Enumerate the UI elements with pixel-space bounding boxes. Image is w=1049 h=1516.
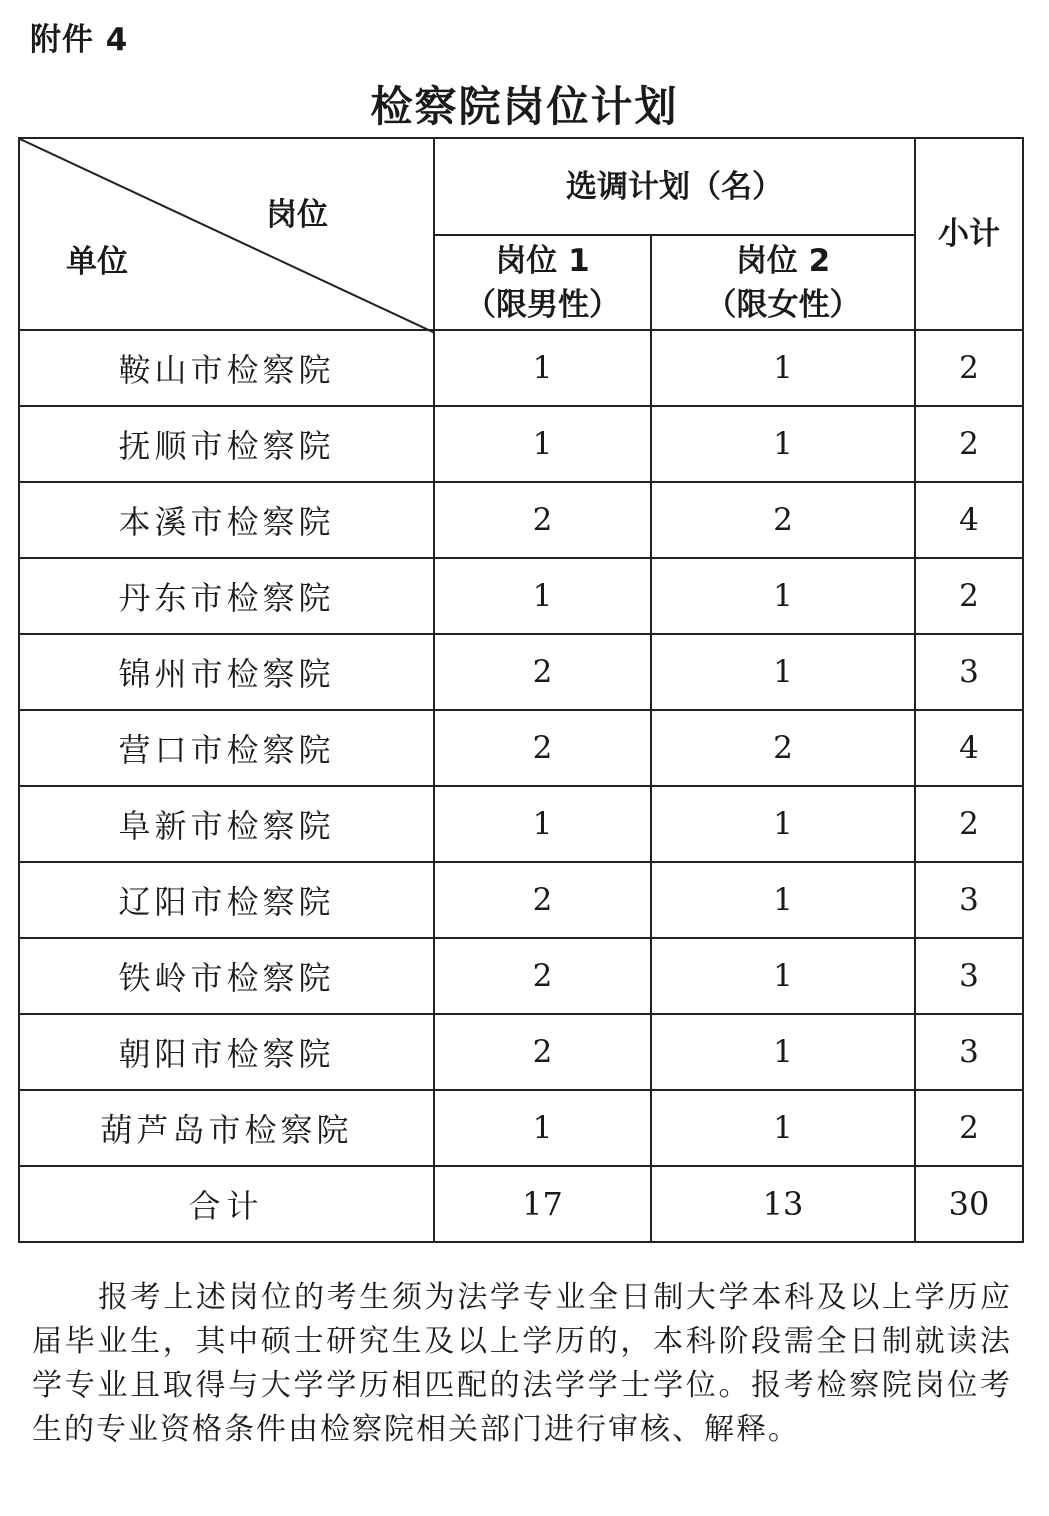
post2-header [651,235,915,330]
corner-post-label: 岗位 [266,197,328,233]
total-post1-cell: 17 [434,1166,651,1242]
table-row [19,330,1023,406]
post2-cell: 1 [651,330,915,406]
subtotal-cell: 2 [915,558,1023,634]
unit-cell: 朝阳市检察院 [19,1014,434,1090]
table-row [19,938,1023,1014]
table-row [19,482,1023,558]
page-title: 检察院岗位计划 [370,82,679,131]
unit-cell: 本溪市检察院 [19,482,434,558]
position-plan-table [18,137,1024,1243]
unit-cell: 营口市检察院 [19,710,434,786]
post2-cell: 1 [651,862,915,938]
plan-group-header: 选调计划（名） [434,138,915,235]
subtotal-cell: 3 [915,1014,1023,1090]
subtotal-cell: 2 [915,330,1023,406]
post1-cell: 2 [434,862,651,938]
total-label-cell: 合计 [19,1166,434,1242]
corner-diagonal [20,139,435,333]
table-row [19,406,1023,482]
post2-cell: 1 [651,634,915,710]
subtotal-cell: 3 [915,938,1023,1014]
unit-cell: 锦州市检察院 [19,634,434,710]
eligibility-note: 报考上述岗位的考生须为法学专业全日制大学本科及以上学历应届毕业生，其中硕士研究生及以上学历的，本科阶段需全日制就读法学专业且取得与大学学历相匹配的法学学士学位。报考检察院岗位考生的专业资格条件由检察院相关部门进行审核、解释。 [32,1280,1012,1447]
unit-cell: 丹东市检察院 [19,558,434,634]
unit-cell: 鞍山市检察院 [19,330,434,406]
total-post2-cell: 13 [651,1166,915,1242]
post1-header-line2: （限男性） [465,286,620,323]
attachment-label: 附件 4 [30,22,129,58]
table-row [19,786,1023,862]
post2-cell: 2 [651,482,915,558]
subtotal-header: 小计 [915,138,1023,330]
corner-unit-label: 单位 [66,244,128,280]
post1-cell: 2 [434,1014,651,1090]
subtotal-cell: 3 [915,862,1023,938]
table-row [19,710,1023,786]
table-row [19,1014,1023,1090]
corner-header [19,138,434,330]
post2-cell: 1 [651,558,915,634]
post1-cell: 1 [434,406,651,482]
post2-header-line1: 岗位 2 [735,242,831,279]
post2-cell: 1 [651,938,915,1014]
post1-cell: 2 [434,482,651,558]
post1-cell: 1 [434,1090,651,1166]
unit-cell: 辽阳市检察院 [19,862,434,938]
table-row [19,862,1023,938]
table-row [19,558,1023,634]
post2-cell: 1 [651,1090,915,1166]
unit-cell: 铁岭市检察院 [19,938,434,1014]
subtotal-cell: 3 [915,634,1023,710]
post1-cell: 1 [434,330,651,406]
post2-cell: 1 [651,786,915,862]
unit-cell: 葫芦岛市检察院 [19,1090,434,1166]
post1-cell: 1 [434,558,651,634]
subtotal-cell: 4 [915,482,1023,558]
post1-cell: 2 [434,710,651,786]
subtotal-cell: 2 [915,1090,1023,1166]
unit-cell: 阜新市检察院 [19,786,434,862]
post1-cell: 1 [434,786,651,862]
post2-cell: 2 [651,710,915,786]
post1-header [434,235,651,330]
post1-cell: 2 [434,634,651,710]
table-row [19,1090,1023,1166]
subtotal-cell: 2 [915,786,1023,862]
post1-header-line1: 岗位 1 [495,242,590,279]
table-row [19,634,1023,710]
post1-cell: 2 [434,938,651,1014]
post2-header-line2: （限女性） [705,286,861,323]
post2-cell: 1 [651,1014,915,1090]
total-row [19,1166,1023,1242]
total-subtotal-cell: 30 [915,1166,1023,1242]
unit-cell: 抚顺市检察院 [19,406,434,482]
subtotal-cell: 2 [915,406,1023,482]
post2-cell: 1 [651,406,915,482]
subtotal-cell: 4 [915,710,1023,786]
